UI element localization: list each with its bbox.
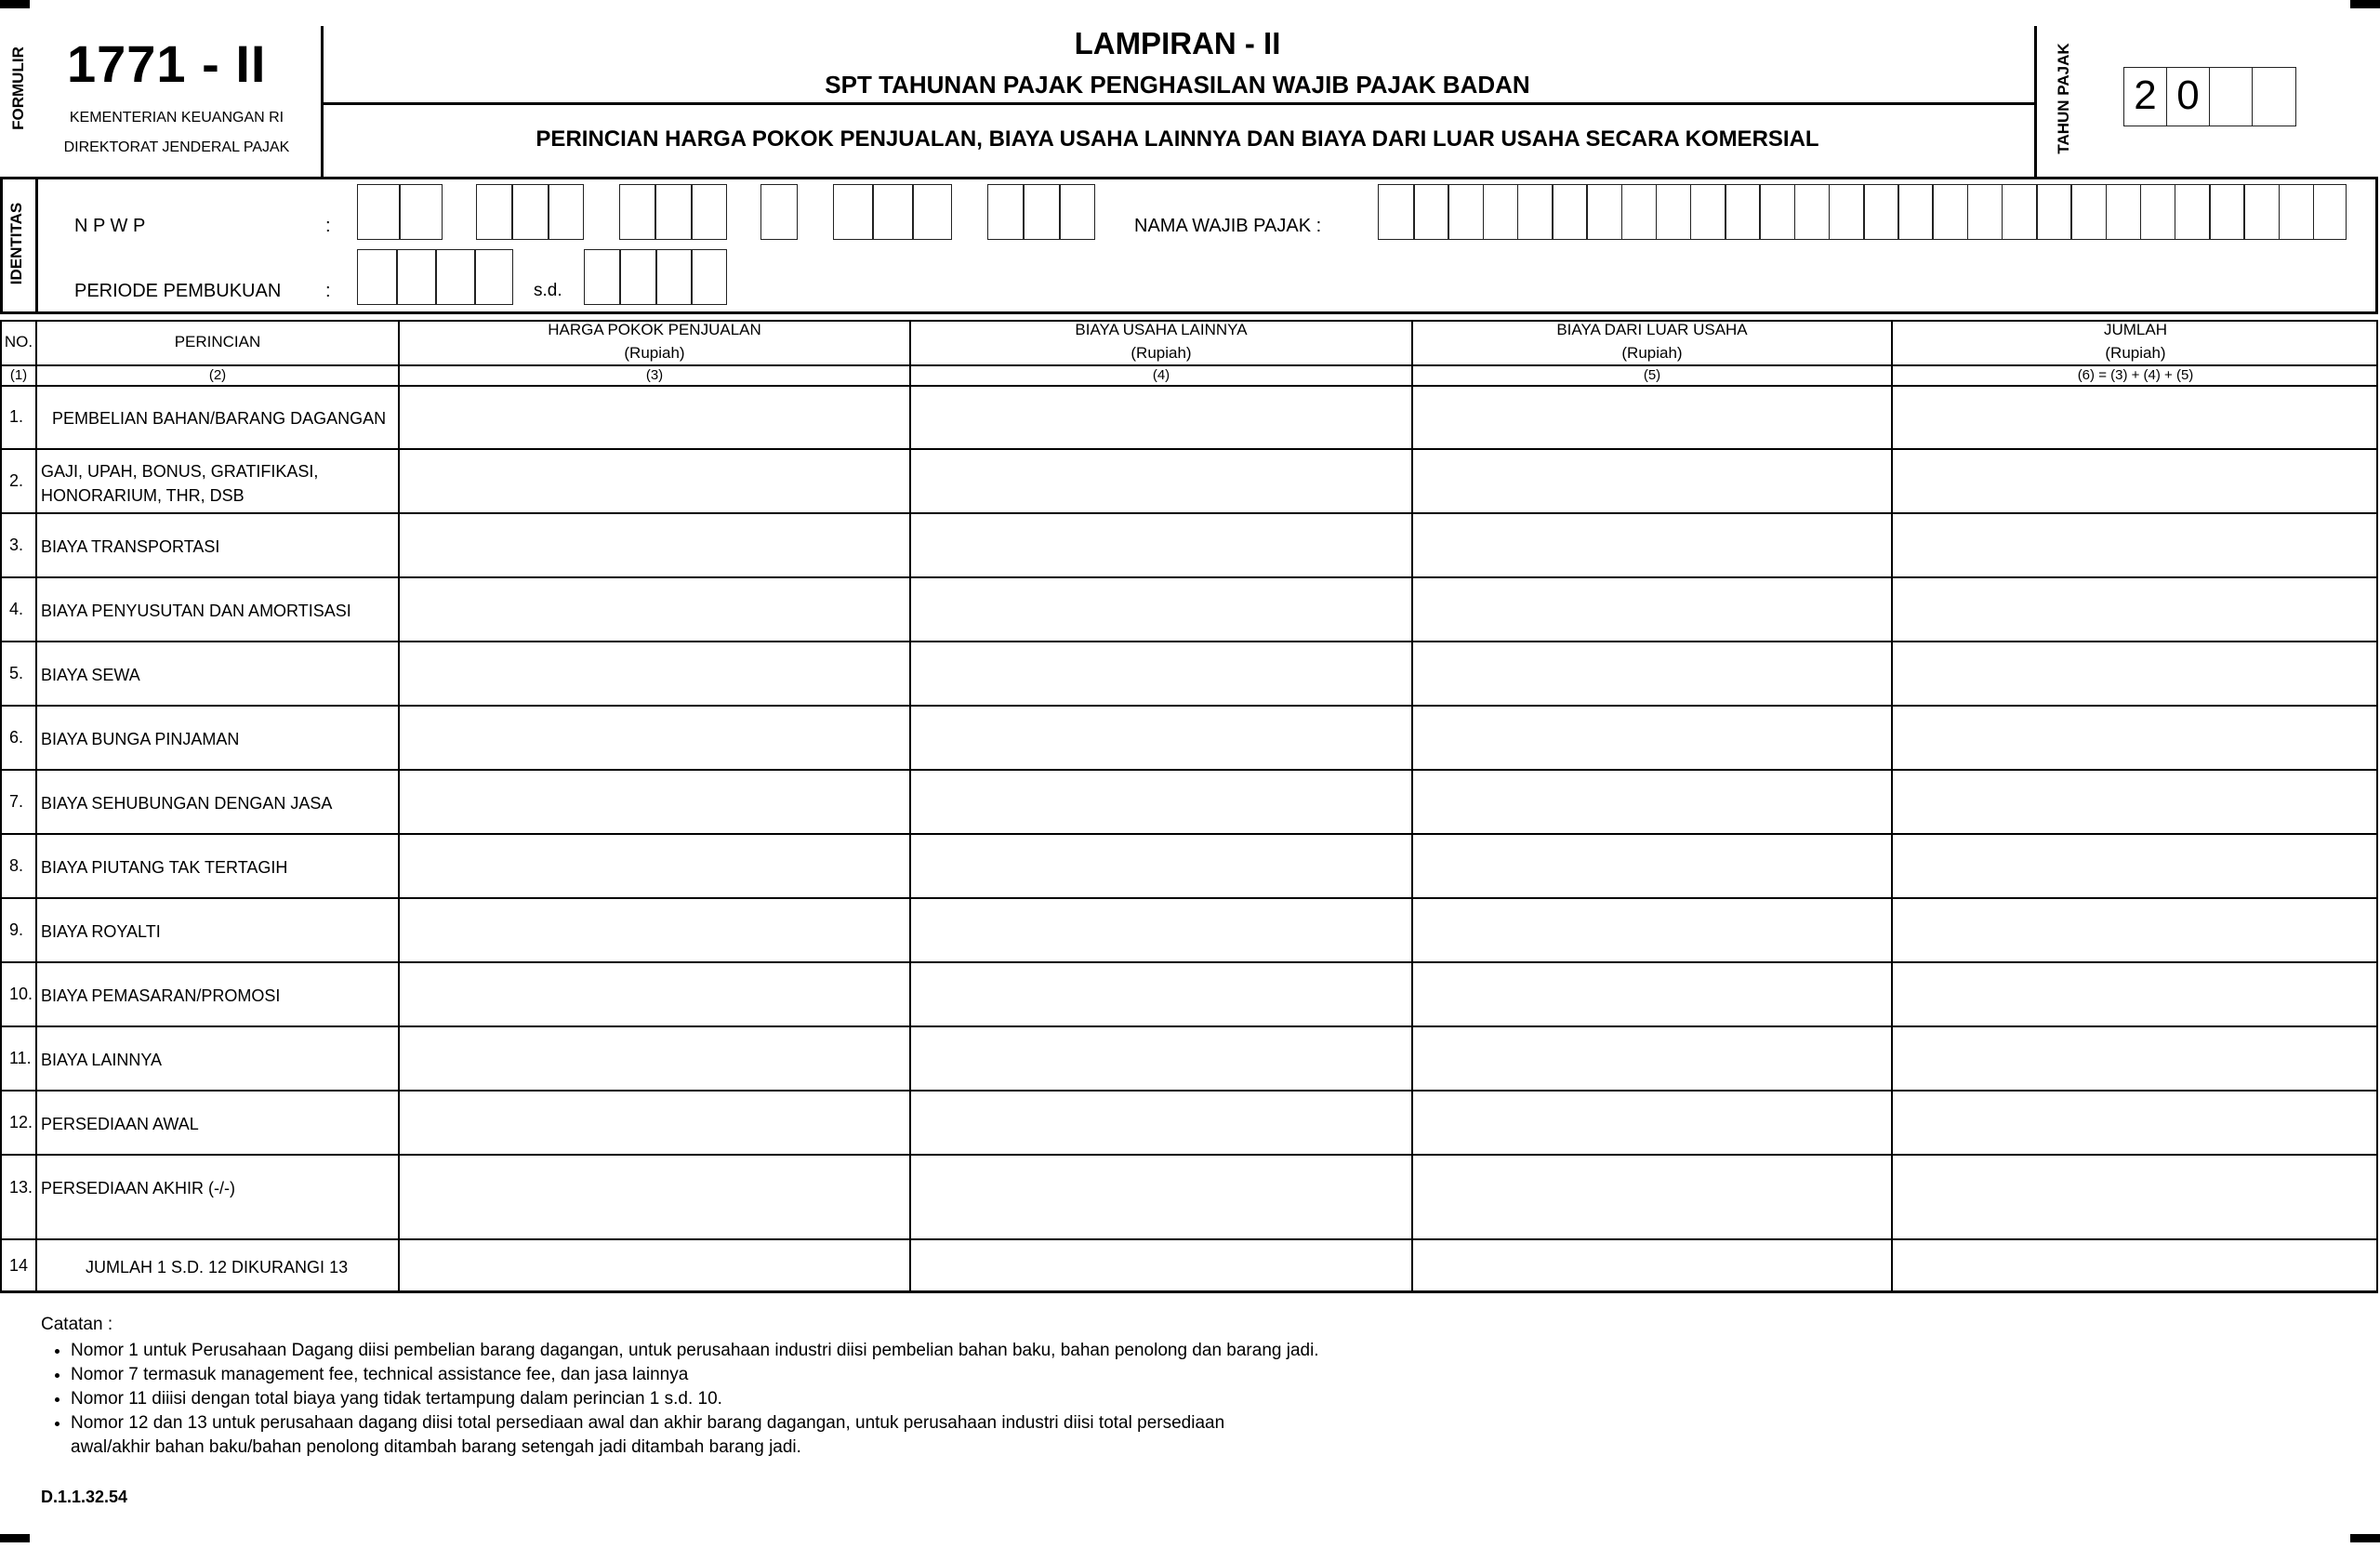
row-label: PERSEDIAAN AKHIR (-/-) bbox=[41, 1179, 236, 1197]
blu-cell[interactable] bbox=[1413, 899, 1891, 961]
row-number: 12. bbox=[9, 1112, 33, 1131]
period-cell-divider bbox=[619, 250, 621, 304]
jumlah-cell[interactable] bbox=[1893, 387, 2378, 448]
table-row bbox=[0, 514, 2378, 578]
name-cell-divider bbox=[1863, 185, 1865, 239]
row-number: 1. bbox=[9, 407, 24, 426]
npwp-cell-divider bbox=[548, 185, 549, 239]
row-label: BIAYA TRANSPORTASI bbox=[41, 536, 220, 556]
col-number: (2) bbox=[208, 367, 227, 383]
name-cell-divider bbox=[1552, 185, 1554, 239]
header-divider bbox=[2034, 26, 2037, 177]
name-cell-divider bbox=[1448, 185, 1449, 239]
col-number: (1) bbox=[9, 367, 28, 383]
jumlah-cell[interactable] bbox=[1893, 514, 2378, 576]
row-number: 3. bbox=[9, 535, 24, 554]
col-header-hpp: HARGA POKOK PENJUALAN bbox=[548, 321, 761, 338]
npwp-colon: : bbox=[325, 216, 331, 236]
name-cell-divider bbox=[2036, 185, 2038, 239]
row-label: BIAYA BUNGA PINJAMAN bbox=[41, 729, 240, 748]
form-number: 1771 - II bbox=[67, 34, 267, 93]
registration-mark bbox=[0, 1534, 30, 1542]
jumlah-cell[interactable] bbox=[1893, 1156, 2378, 1238]
blu-cell[interactable] bbox=[1413, 514, 1891, 576]
blu-cell[interactable] bbox=[1413, 642, 1891, 705]
npwp-group-4[interactable] bbox=[760, 184, 798, 240]
blu-cell[interactable] bbox=[1413, 450, 1891, 512]
npwp-cell-divider bbox=[1059, 185, 1061, 239]
npwp-cell-divider bbox=[691, 185, 693, 239]
row-label: BIAYA ROYALTI bbox=[41, 921, 161, 941]
name-cell-divider bbox=[1829, 185, 1831, 239]
period-start-field[interactable] bbox=[357, 249, 513, 305]
row-number: 5. bbox=[9, 663, 24, 682]
row-number: 9. bbox=[9, 920, 24, 939]
note-item: • Nomor 1 untuk Perusahaan Dagang diisi pembelian barang dagangan, untuk perusahaan industri diisi pembelian bahan baku, bahan penolong dan barang jadi. bbox=[71, 1339, 1528, 1363]
row-number: 14 bbox=[9, 1255, 29, 1275]
name-cell-divider bbox=[1932, 185, 1934, 239]
table-row bbox=[0, 1092, 2378, 1156]
col-header-bul-unit: (Rupiah) bbox=[1130, 344, 1192, 362]
npwp-group-2[interactable] bbox=[476, 184, 584, 240]
jumlah-cell[interactable] bbox=[1893, 1092, 2378, 1154]
table-row bbox=[0, 1027, 2378, 1092]
hpp-cell[interactable] bbox=[400, 1240, 909, 1291]
name-cell-divider bbox=[1794, 185, 1796, 239]
taxpayer-name-field[interactable] bbox=[1378, 184, 2347, 240]
name-cell-divider bbox=[1483, 185, 1485, 239]
col-number: (6) = (3) + (4) + (5) bbox=[2077, 367, 2194, 383]
note-item: • Nomor 7 termasuk management fee, technical assistance fee, dan jasa lainnya bbox=[71, 1363, 1528, 1387]
row-label-line: HONORARIUM, THR, DSB bbox=[41, 486, 245, 505]
hpp-cell[interactable] bbox=[400, 771, 909, 833]
form-description: PERINCIAN HARGA POKOK PENJUALAN, BIAYA USAHA LAINNYA DAN BIAYA DARI LUAR USAHA SECARA KOMERSIAL bbox=[536, 126, 1819, 152]
name-cell-divider bbox=[2279, 185, 2281, 239]
note-item: • Nomor 12 dan 13 untuk perusahaan dagang diisi total persediaan awal dan akhir barang dagangan, untuk perusahaan industri diisi total persediaan bbox=[71, 1411, 1528, 1436]
period-cell-divider bbox=[474, 250, 476, 304]
col-header-blu-unit: (Rupiah) bbox=[1621, 344, 1683, 362]
notes-list bbox=[41, 1339, 1528, 1460]
name-cell-divider bbox=[2106, 185, 2108, 239]
name-cell-divider bbox=[2313, 185, 2315, 239]
blu-cell[interactable] bbox=[1413, 771, 1891, 833]
bul-cell[interactable] bbox=[911, 514, 1411, 576]
npwp-cell-divider bbox=[654, 185, 656, 239]
row-number: 4. bbox=[9, 599, 24, 618]
table-row bbox=[0, 963, 2378, 1027]
jumlah-cell[interactable] bbox=[1893, 450, 2378, 512]
jumlah-cell[interactable] bbox=[1893, 771, 2378, 833]
period-cell-divider bbox=[655, 250, 657, 304]
tax-year-label: TAHUN PAJAK bbox=[2055, 43, 2072, 154]
row-rule bbox=[0, 1291, 2378, 1293]
period-sd-label: s.d. bbox=[534, 281, 562, 300]
bul-cell[interactable] bbox=[911, 1156, 1411, 1238]
bul-cell[interactable] bbox=[911, 707, 1411, 769]
jumlah-cell[interactable] bbox=[1893, 1240, 2378, 1291]
hpp-cell[interactable] bbox=[400, 835, 909, 897]
table-row bbox=[0, 387, 2378, 450]
bul-cell[interactable] bbox=[911, 1027, 1411, 1090]
hpp-cell[interactable] bbox=[400, 1027, 909, 1090]
period-label: PERIODE PEMBUKUAN bbox=[74, 281, 282, 301]
bul-cell[interactable] bbox=[911, 1092, 1411, 1154]
row-label: PEMBELIAN BAHAN/BARANG DAGANGAN bbox=[52, 409, 387, 428]
npwp-group-1[interactable] bbox=[357, 184, 443, 240]
name-cell-divider bbox=[2140, 185, 2142, 239]
bul-cell[interactable] bbox=[911, 771, 1411, 833]
col-header-hpp-unit: (Rupiah) bbox=[624, 344, 685, 362]
blu-cell[interactable] bbox=[1413, 963, 1891, 1025]
bul-cell[interactable] bbox=[911, 899, 1411, 961]
col-header-jumlah: JUMLAH bbox=[2103, 321, 2167, 338]
row-label-line: GAJI, UPAH, BONUS, GRATIFIKASI, bbox=[41, 462, 319, 481]
name-cell-divider bbox=[1517, 185, 1519, 239]
hpp-cell[interactable] bbox=[400, 963, 909, 1025]
blu-cell[interactable] bbox=[1413, 387, 1891, 448]
table-row bbox=[0, 835, 2378, 899]
row-label: BIAYA LAINNYA bbox=[41, 1050, 163, 1069]
table-row bbox=[0, 1240, 2378, 1293]
blu-cell[interactable] bbox=[1413, 1027, 1891, 1090]
period-cell-divider bbox=[435, 250, 437, 304]
header-rule bbox=[321, 102, 2037, 105]
name-cell-divider bbox=[1656, 185, 1658, 239]
name-cell-divider bbox=[2175, 185, 2176, 239]
period-colon: : bbox=[325, 281, 331, 301]
name-cell-divider bbox=[2209, 185, 2211, 239]
bul-cell[interactable] bbox=[911, 642, 1411, 705]
hpp-cell[interactable] bbox=[400, 387, 909, 448]
registration-mark bbox=[2350, 1534, 2380, 1542]
row-number: 7. bbox=[9, 791, 24, 811]
name-cell-divider bbox=[1725, 185, 1726, 239]
npwp-cell-divider bbox=[399, 185, 401, 239]
jumlah-cell[interactable] bbox=[1893, 835, 2378, 897]
identitas-side-label: IDENTITAS bbox=[7, 202, 25, 285]
name-cell-divider bbox=[2002, 185, 2003, 239]
period-cell-divider bbox=[396, 250, 398, 304]
blu-cell[interactable] bbox=[1413, 1240, 1891, 1291]
bul-cell[interactable] bbox=[911, 387, 1411, 448]
col-header-jumlah-unit: (Rupiah) bbox=[2105, 344, 2166, 362]
name-cell-divider bbox=[1690, 185, 1692, 239]
header-row-rule bbox=[0, 364, 2378, 366]
row-number: 6. bbox=[9, 727, 24, 747]
identity-divider bbox=[35, 177, 38, 314]
row-label: BIAYA PIUTANG TAK TERTAGIH bbox=[41, 857, 288, 877]
table-row bbox=[0, 578, 2378, 642]
jumlah-cell[interactable] bbox=[1893, 642, 2378, 705]
registration-mark bbox=[2350, 0, 2380, 8]
row-label: BIAYA PEMASARAN/PROMOSI bbox=[41, 986, 281, 1005]
col-header-blu: BIAYA DARI LUAR USAHA bbox=[1556, 321, 1748, 338]
table-row bbox=[0, 450, 2378, 514]
row-number: 13. bbox=[9, 1178, 33, 1197]
table-row bbox=[0, 1156, 2378, 1240]
bul-cell[interactable] bbox=[911, 1240, 1411, 1291]
note-item-continuation: awal/akhir bahan baku/bahan penolong ditambah barang setengah jadi ditambah barang jadi. bbox=[71, 1437, 801, 1457]
jumlah-cell[interactable] bbox=[1893, 1027, 2378, 1090]
row-number: 11. bbox=[9, 1048, 32, 1067]
formulir-side-label: FORMULIR bbox=[9, 46, 27, 130]
tax-year-digit[interactable]: 0 bbox=[2167, 68, 2210, 126]
blu-cell[interactable] bbox=[1413, 707, 1891, 769]
form-title: LAMPIRAN - II bbox=[1074, 26, 1281, 60]
npwp-cell-divider bbox=[1023, 185, 1025, 239]
note-item: • Nomor 11 diiisi dengan total biaya yang tidak tertampung dalam perincian 1 s.d. 10. bbox=[71, 1387, 1528, 1411]
jumlah-cell[interactable] bbox=[1893, 899, 2378, 961]
name-cell-divider bbox=[1967, 185, 1969, 239]
blu-cell[interactable] bbox=[1413, 1092, 1891, 1154]
row-label: BIAYA SEWA bbox=[41, 665, 140, 684]
npwp-cell-divider bbox=[912, 185, 914, 239]
hpp-cell[interactable] bbox=[400, 1156, 909, 1238]
hpp-cell[interactable] bbox=[400, 578, 909, 641]
bul-cell[interactable] bbox=[911, 963, 1411, 1025]
col-number: (4) bbox=[1152, 367, 1170, 383]
name-cell-divider bbox=[2243, 185, 2245, 239]
blu-cell[interactable] bbox=[1413, 578, 1891, 641]
row-number: 10. bbox=[9, 984, 33, 1003]
notes-heading: Catatan : bbox=[41, 1315, 113, 1334]
npwp-label: N P W P bbox=[74, 216, 146, 236]
row-label: JUMLAH 1 S.D. 12 DIKURANGI 13 bbox=[86, 1257, 349, 1277]
period-end-field[interactable] bbox=[584, 249, 727, 305]
form-code: D.1.1.32.54 bbox=[41, 1488, 128, 1506]
bul-cell[interactable] bbox=[911, 578, 1411, 641]
row-label bbox=[41, 459, 318, 508]
bul-cell[interactable] bbox=[911, 835, 1411, 897]
table-row bbox=[0, 899, 2378, 963]
table-row bbox=[0, 642, 2378, 707]
jumlah-cell[interactable] bbox=[1893, 578, 2378, 641]
directorate-name: DIREKTORAT JENDERAL PAJAK bbox=[63, 139, 290, 155]
tax-year-digit[interactable]: 2 bbox=[2124, 68, 2167, 126]
row-label: BIAYA SEHUBUNGAN DENGAN JASA bbox=[41, 793, 333, 813]
name-cell-divider bbox=[1621, 185, 1623, 239]
row-number: 2. bbox=[9, 470, 24, 490]
npwp-cell-divider bbox=[511, 185, 513, 239]
form-subtitle: SPT TAHUNAN PAJAK PENGHASILAN WAJIB PAJAK BADAN bbox=[825, 71, 1530, 99]
name-cell-divider bbox=[1586, 185, 1588, 239]
col-header-bul: BIAYA USAHA LAINNYA bbox=[1075, 321, 1248, 338]
tax-year-field[interactable] bbox=[2123, 67, 2296, 126]
registration-mark bbox=[0, 0, 30, 8]
npwp-group-5[interactable] bbox=[833, 184, 952, 240]
hpp-cell[interactable] bbox=[400, 707, 909, 769]
hpp-cell[interactable] bbox=[400, 899, 909, 961]
bul-cell[interactable] bbox=[911, 450, 1411, 512]
col-header-perincian: PERINCIAN bbox=[174, 333, 261, 351]
hpp-cell[interactable] bbox=[400, 450, 909, 512]
row-label: PERSEDIAAN AWAL bbox=[41, 1114, 199, 1133]
ministry-name: KEMENTERIAN KEUANGAN RI bbox=[69, 110, 284, 126]
row-label: BIAYA PENYUSUTAN DAN AMORTISASI bbox=[41, 601, 351, 620]
npwp-cell-divider bbox=[872, 185, 874, 239]
col-number: (3) bbox=[645, 367, 664, 383]
table-row bbox=[0, 707, 2378, 771]
name-cell-divider bbox=[1759, 185, 1761, 239]
hpp-cell[interactable] bbox=[400, 642, 909, 705]
tax-year-digit[interactable] bbox=[2210, 68, 2253, 126]
blu-cell[interactable] bbox=[1413, 835, 1891, 897]
row-number: 8. bbox=[9, 855, 24, 875]
blu-cell[interactable] bbox=[1413, 1156, 1891, 1238]
npwp-group-3[interactable] bbox=[619, 184, 727, 240]
hpp-cell[interactable] bbox=[400, 514, 909, 576]
taxpayer-name-label: NAMA WAJIB PAJAK : bbox=[1134, 216, 1322, 236]
col-header-no: NO. bbox=[4, 333, 33, 351]
name-cell-divider bbox=[2070, 185, 2072, 239]
col-number: (5) bbox=[1643, 367, 1661, 383]
name-cell-divider bbox=[1897, 185, 1899, 239]
jumlah-cell[interactable] bbox=[1893, 707, 2378, 769]
name-cell-divider bbox=[1413, 185, 1415, 239]
table-row bbox=[0, 771, 2378, 835]
period-cell-divider bbox=[691, 250, 693, 304]
jumlah-cell[interactable] bbox=[1893, 963, 2378, 1025]
hpp-cell[interactable] bbox=[400, 1092, 909, 1154]
npwp-group-6[interactable] bbox=[987, 184, 1095, 240]
